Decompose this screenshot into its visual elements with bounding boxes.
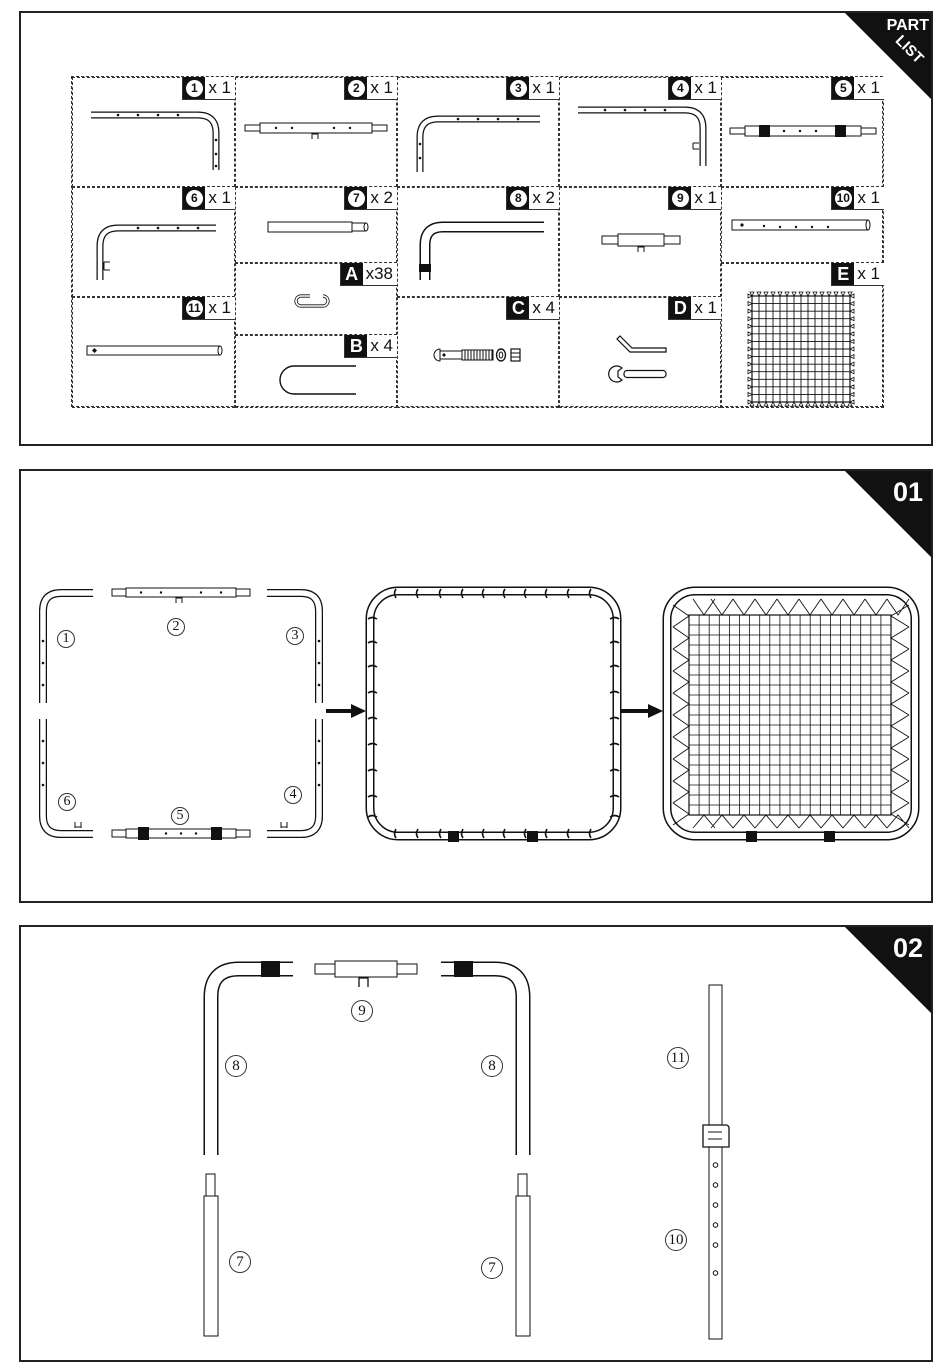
part-cell-2: 2 x 1	[235, 77, 397, 187]
part-cell-5: 5 x 1	[721, 77, 884, 187]
side-frame-diagram	[21, 927, 933, 1362]
label-part-1: 1	[57, 630, 75, 648]
part-grid	[71, 76, 883, 407]
step-01-panel	[19, 469, 933, 903]
frame-corner-part-6	[73, 188, 236, 298]
step-01-number: 01	[892, 477, 923, 507]
frame-corner-part-8	[398, 188, 560, 298]
part-cell-4: 4 x 1	[559, 77, 721, 187]
frame-corner-part-1	[73, 78, 236, 188]
frame-corner-part-3	[398, 78, 560, 188]
tube-part-10	[722, 188, 885, 264]
label-part-9: 9	[351, 1000, 373, 1022]
net-part-e	[722, 264, 885, 409]
step-02-panel	[19, 925, 933, 1362]
t-connector-part-9	[560, 188, 722, 298]
part-cell-9: 9 x 1	[559, 187, 721, 297]
exploded-frame-diagram	[21, 471, 933, 903]
hook-part-a	[236, 264, 398, 336]
part-cell-6: 6 x 1	[72, 187, 235, 297]
step-02-number: 02	[892, 933, 923, 963]
part-cell-b: B x 4	[235, 335, 397, 408]
label-part-7-right: 7	[481, 1257, 503, 1279]
frame-corner-part-4	[560, 78, 722, 188]
label-part-7-left: 7	[229, 1251, 251, 1273]
part-list-title: PART	[886, 17, 929, 34]
label-part-2: 2	[167, 618, 185, 636]
bolt-set-part-c	[398, 298, 560, 409]
label-part-8-left: 8	[225, 1055, 247, 1077]
strap-part-b	[236, 336, 398, 409]
label-part-11: 11	[667, 1047, 689, 1069]
straight-bar-part-5	[722, 78, 885, 188]
part-cell-7: 7 x 2	[235, 187, 397, 263]
label-part-5: 5	[171, 807, 189, 825]
part-cell-1: 1 x 1	[72, 77, 235, 187]
part-cell-10: 10 x 1	[721, 187, 884, 263]
part-cell-8: 8 x 2	[397, 187, 559, 297]
tools-part-d	[560, 298, 722, 409]
tube-part-7	[236, 188, 398, 264]
label-part-8-right: 8	[481, 1055, 503, 1077]
tube-part-11	[73, 298, 236, 409]
part-list-panel	[19, 11, 933, 446]
part-cell-e: E x 1	[721, 263, 884, 408]
label-part-4: 4	[284, 786, 302, 804]
label-part-6: 6	[58, 793, 76, 811]
part-cell-a: A x38	[235, 263, 397, 335]
part-list-subtitle: LIST	[891, 31, 927, 68]
part-cell-3: 3 x 1	[397, 77, 559, 187]
label-part-3: 3	[286, 627, 304, 645]
part-cell-11: 11 x 1	[72, 297, 235, 408]
label-part-10: 10	[665, 1229, 687, 1251]
straight-bar-part-2	[236, 78, 398, 188]
part-cell-c: C x 4	[397, 297, 559, 408]
part-cell-d: D x 1	[559, 297, 721, 408]
